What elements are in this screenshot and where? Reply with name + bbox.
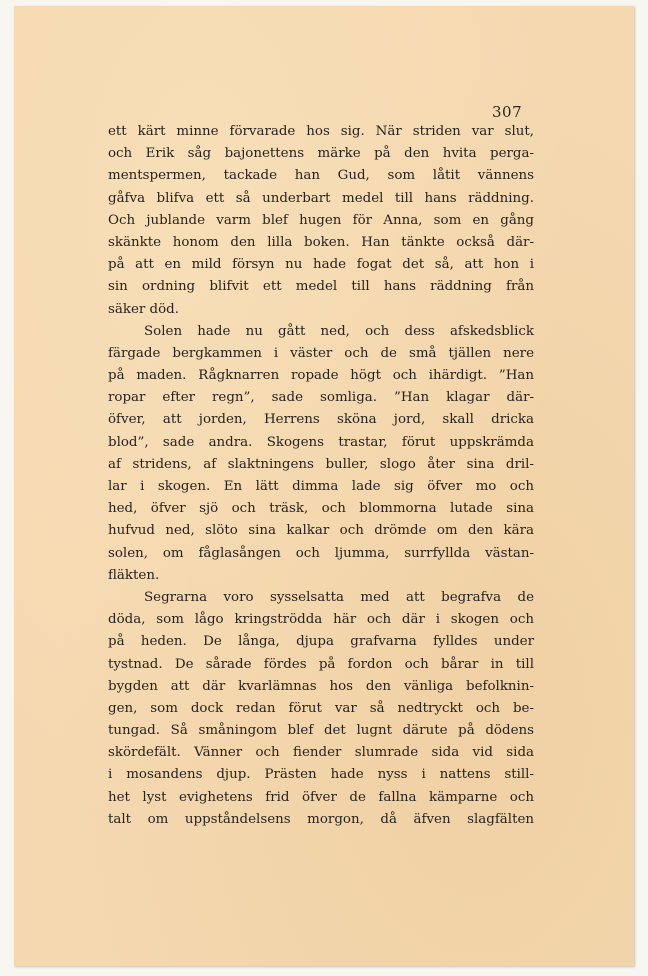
text-line: mentspermen, tackade han Gud, som låtit vännens [108, 168, 534, 184]
page-number: 307 [492, 103, 523, 121]
text-line: på heden. De långa, djupa grafvarna fylldes under [108, 634, 534, 650]
text-line: på maden. Rågknarren ropade högt och ihärdigt. ”Han [108, 368, 534, 384]
text-line: lar i skogen. En lätt dimma lade sig öfver mo och [108, 479, 534, 494]
text-line: tungad. Så småningom blef det lugnt därute på dödens [108, 723, 534, 739]
body-text [108, 121, 534, 831]
text-line: och Erik såg bajonettens märke på den hvita perga- [108, 146, 534, 162]
text-line: Och jublande varm blef hugen för Anna, som en gång [108, 212, 534, 228]
text-line: ropar efter regn”, sade somliga. ”Han klagar där- [108, 390, 534, 406]
text-line: döda, som lågo kringströdda här och där i skogen och [108, 612, 534, 628]
text-line: bygden att där kvarlämnas hos den vänliga befolknin- [108, 678, 534, 694]
text-line: i mosandens djup. Prästen hade nyss i nattens still- [108, 767, 534, 783]
text-line: gåfva blifva ett så underbart medel till hans räddning. [108, 190, 534, 206]
text-line: säker död. [108, 301, 180, 317]
text-line: ett kärt minne förvarade hos sig. När striden var slut, [108, 124, 534, 139]
text-line: hed, öfver sjö och träsk, och blommorna lutade sina [108, 501, 534, 517]
text-line: af stridens, af slaktningens buller, slogo åter sina dril- [108, 456, 534, 472]
text-line: tystnad. De sårade fördes på fordon och bårar in till [108, 656, 534, 672]
text-line: Segrarna voro sysselsatta med att begrafva de [144, 589, 534, 605]
text-line: het lyst evighetens frid öfver de fallna kämparne och [108, 789, 534, 805]
text-line: blod”, sade andra. Skogens trastar, förut uppskrämda [108, 434, 534, 450]
text-line: solen, om fåglasången och ljumma, surrfyllda västan- [108, 545, 534, 561]
text-line: Solen hade nu gått ned, och dess afskedsblick [144, 323, 534, 339]
text-line: hufvud ned, slöto sina kalkar och drömde om den kära [108, 523, 534, 539]
text-line: fläkten. [108, 567, 160, 583]
text-line: färgade bergkammen i väster och de små tjällen nere [108, 345, 534, 361]
text-line: gen, som dock redan förut var så nedtryckt och be- [108, 700, 534, 716]
text-line: skänkte honom den lilla boken. Han tänkte också där- [108, 234, 534, 250]
text-line: skördefält. Vänner och fiender slumrade sida vid sida [108, 745, 534, 761]
text-line: öfver, att jorden, Herrens sköna jord, skall dricka [108, 412, 534, 428]
text-line: talt om uppståndelsens morgon, då äfven slagfälten [108, 811, 534, 827]
text-line: sin ordning blifvit ett medel till hans räddning från [108, 279, 534, 295]
text-line: på att en mild försyn nu hade fogat det så, att hon i [108, 257, 534, 273]
